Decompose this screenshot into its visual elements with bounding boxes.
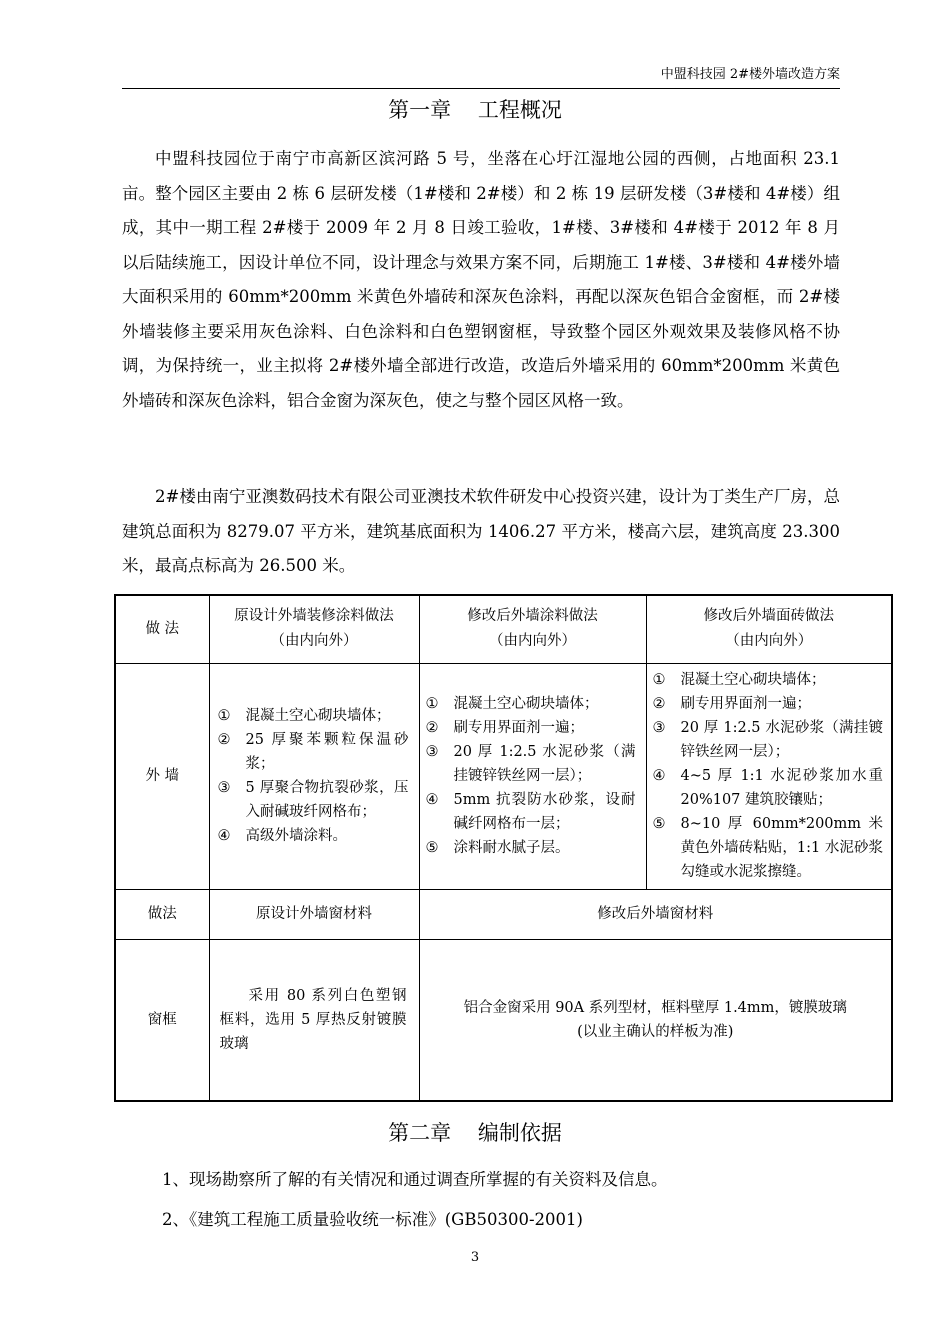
window-header-modified: 修改后外墙窗材料 xyxy=(419,889,892,939)
list-item-text: 5mm 抗裂防水砂浆，设耐碱纤网格布一层； xyxy=(453,792,636,832)
list-item-number: ② xyxy=(425,720,439,736)
list-item-number: ④ xyxy=(652,768,666,784)
header-modified-tile: 修改后外墙面砖做法 （由内向外） xyxy=(646,595,892,663)
list-item-number: ③ xyxy=(217,780,231,796)
list-item-number: ② xyxy=(217,732,231,748)
header-method: 做 法 xyxy=(115,595,209,663)
list-item-number: ④ xyxy=(217,828,231,844)
list-item xyxy=(426,716,636,740)
list-item-number: ③ xyxy=(425,744,439,760)
list-item-text: 25 厚聚苯颗粒保温砂浆； xyxy=(245,732,409,772)
list-item xyxy=(426,692,636,716)
basis-item-2: 2、《建筑工程施工质量验收统一标准》(GB50300-2001) xyxy=(162,1210,583,1229)
row-label-window: 窗框 xyxy=(115,939,209,1101)
list-item-text: 4~5 厚 1:1 水泥砂浆加水重 20%107 建筑胶镶贴； xyxy=(680,768,883,808)
table-row-window xyxy=(115,939,892,1101)
page-number: 3 xyxy=(470,1250,480,1265)
list-item-text: 刷专用界面剂一遍； xyxy=(680,696,811,712)
overview-paragraph-1: 中盟科技园位于南宁市高新区滨河路 5 号，坐落在心圩江湿地公园的西侧，占地面积 23.1 亩。整个园区主要由 2 栋 6 层研发楼（1#楼和 2#楼）和 2 栋 19 层研发楼（3#楼和 4#楼）组成，其中一期工程 2#楼于 2009 年 2 月 8 日竣工验收，1#楼、3#楼和 4#楼于 2012 年 8 月以后陆续施工，因设计单位不同，设计理念与效果方案不同，后期施工 1#楼、3#楼和 4#楼外墙大面积采用的 60mm*200mm 米黄色外墙砖和深灰色涂料，再配以深灰色铝合金窗框，而 2#楼外墙装修主要采用灰色涂料、白色涂料和白色塑钢窗框，导致整个园区外观效果及装修风格不协调，为保持统一，业主拟将 2#楼外墙全部进行改造，改造后外墙采用的 60mm*200mm 米黄色外墙砖和深灰色涂料，铝合金窗为深灰色，使之与整个园区风格一致。 xyxy=(122,149,840,410)
list-item-number: ⑤ xyxy=(652,816,666,832)
list-item-number: ① xyxy=(425,696,439,712)
list-item xyxy=(218,728,409,776)
list-item-text: 8~10 厚 60mm*200mm 米黄色外墙砖粘贴，1:1 水泥砂浆勾缝或水泥浆擦缝。 xyxy=(680,816,883,880)
list-item xyxy=(218,704,409,728)
list-item xyxy=(218,824,409,848)
list-item-text: 混凝土空心砌块墙体； xyxy=(453,696,599,712)
list-item xyxy=(653,716,884,764)
list-item xyxy=(218,776,409,824)
list-item-text: 高级外墙涂料。 xyxy=(245,828,347,844)
chapter-1-title: 第一章 工程概况 xyxy=(388,98,562,122)
list-item-text: 涂料耐水腻子层。 xyxy=(453,840,570,856)
list-item-number: ④ xyxy=(425,792,439,808)
table-window-header-row xyxy=(115,889,892,939)
list-item-number: ⑤ xyxy=(425,840,439,856)
list-item-text: 20 厚 1:2.5 水泥砂浆（满挂镀锌铁丝网一层）； xyxy=(680,720,883,760)
list-item xyxy=(426,788,636,836)
renovation-spec-table xyxy=(114,594,893,1102)
list-item xyxy=(653,812,884,884)
window-modified-spec: 铝合金窗采用 90A 系列型材，框料壁厚 1.4mm，镀膜玻璃 (以业主确认的样板为准) xyxy=(419,939,892,1101)
list-item-number: ① xyxy=(217,708,231,724)
list-item-text: 混凝土空心砌块墙体； xyxy=(680,672,826,688)
window-header-method: 做法 xyxy=(115,889,209,939)
overview-paragraph-2: 2#楼由南宁亚澳数码技术有限公司亚澳技术软件研发中心投资兴建，设计为丁类生产厂房，总建筑总面积为 8279.07 平方米，建筑基底面积为 1406.27 平方米，楼高六层，建筑高度 23.300 米，最高点标高为 26.500 米。 xyxy=(122,487,840,575)
header-modified-coating: 修改后外墙涂料做法 （由内向外） xyxy=(419,595,646,663)
list-item xyxy=(653,764,884,812)
chapter-2-title: 第二章 编制依据 xyxy=(388,1121,562,1145)
header-rule xyxy=(122,88,840,89)
wall-tile-steps xyxy=(646,663,892,889)
wall-coating-steps xyxy=(419,663,646,889)
list-item xyxy=(426,740,636,788)
list-item-text: 混凝土空心砌块墙体； xyxy=(245,708,391,724)
wall-original-steps xyxy=(209,663,419,889)
table-header-row xyxy=(115,595,892,663)
window-original-spec: 采用 80 系列白色塑钢框料，选用 5 厚热反射镀膜玻璃 xyxy=(209,939,419,1101)
list-item-text: 刷专用界面剂一遍； xyxy=(453,720,584,736)
list-item-text: 20 厚 1:2.5 水泥砂浆（满挂镀锌铁丝网一层）； xyxy=(453,744,636,784)
list-item-number: ① xyxy=(652,672,666,688)
list-item-number: ② xyxy=(652,696,666,712)
row-label-wall: 外 墙 xyxy=(115,663,209,889)
page-header: 中盟科技园 2#楼外墙改造方案 xyxy=(660,67,840,82)
list-item xyxy=(426,836,636,860)
window-header-original: 原设计外墙窗材料 xyxy=(209,889,419,939)
list-item-text: 5 厚聚合物抗裂砂浆，压入耐碱玻纤网格布； xyxy=(245,780,409,820)
list-item xyxy=(653,668,884,692)
table-row-wall xyxy=(115,663,892,889)
header-original-coating: 原设计外墙装修涂料做法 （由内向外） xyxy=(209,595,419,663)
list-item xyxy=(653,692,884,716)
basis-item-1: 1、现场勘察所了解的有关情况和通过调查所掌握的有关资料及信息。 xyxy=(162,1170,668,1189)
list-item-number: ③ xyxy=(652,720,666,736)
